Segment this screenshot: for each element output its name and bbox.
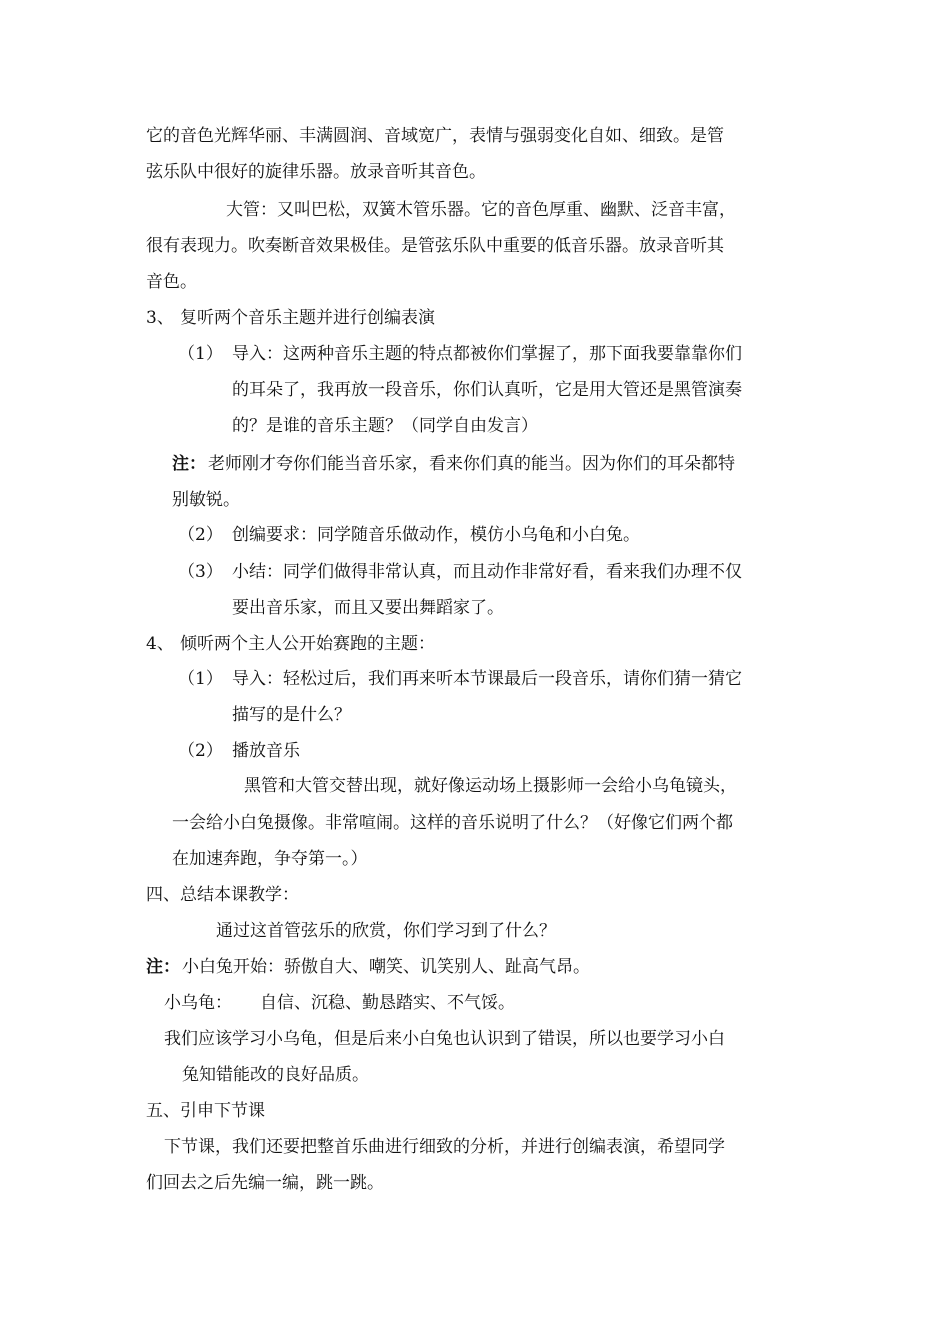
section4-para-line3: 在加速奔跑，争夺第一。）	[172, 849, 368, 869]
section3-number: 3、	[146, 308, 174, 328]
section4-item2-line1: 播放音乐	[232, 741, 300, 761]
para2-line3: 音色。	[146, 272, 197, 292]
summary-question: 通过这首管弦乐的欣赏，你们学习到了什么？	[216, 921, 556, 941]
section-next-title: 五、引申下节课	[146, 1101, 265, 1121]
section3-item3-line2: 要出音乐家，而且又要出舞蹈家了。	[232, 598, 504, 618]
summary-note-label: 注：	[146, 957, 180, 977]
section4-para-line1: 黑管和大管交替出现，就好像运动场上摄影师一会给小乌龟镜头，	[244, 776, 737, 796]
section3-note-line2: 别敏锐。	[172, 490, 240, 510]
section4-number: 4、	[146, 634, 174, 654]
section4-item2-marker: （2）	[178, 741, 223, 761]
next-line2: 们回去之后先编一编，跳一跳。	[146, 1173, 384, 1193]
section3-item1-line1: 导入：这两种音乐主题的特点都被你们掌握了，那下面我要靠靠你们	[232, 344, 742, 364]
section3-item3-line1: 小结：同学们做得非常认真，而且动作非常好看，看来我们办理不仅	[232, 562, 742, 582]
section3-note-label: 注：	[172, 454, 206, 474]
section3-item1-line2: 的耳朵了，我再放一段音乐，你们认真听，它是用大管还是黑管演奏	[232, 380, 742, 400]
para2-line1: 大管：又叫巴松，双簧木管乐器。它的音色厚重、幽默、泛音丰富，	[226, 200, 736, 220]
next-line1: 下节课，我们还要把整首乐曲进行细致的分析，并进行创编表演，希望同学	[164, 1137, 725, 1157]
lesson-line2: 兔知错能改的良好品质。	[182, 1065, 369, 1085]
section4-para-line2: 一会给小白兔摄像。非常喧闹。这样的音乐说明了什么？（好像它们两个都	[172, 813, 733, 833]
section3-item1-line3: 的？是谁的音乐主题？（同学自由发言）	[232, 416, 538, 436]
section4-item1-line2: 描写的是什么？	[232, 705, 351, 725]
section-summary-title: 四、总结本课教学：	[146, 885, 299, 905]
section3-item2-marker: （2）	[178, 525, 223, 545]
section3-item2-line1: 创编要求：同学随音乐做动作，模仿小乌龟和小白兔。	[232, 525, 640, 545]
para2-line2: 很有表现力。吹奏断音效果极佳。是管弦乐队中重要的低音乐器。放录音听其	[146, 236, 724, 256]
section3-item3-marker: （3）	[178, 562, 223, 582]
para1-line1: 它的音色光辉华丽、丰满圆润、音域宽广，表情与强弱变化自如、细致。是管	[146, 126, 724, 146]
summary-note-text: 小白兔开始：骄傲自大、嘲笑、讥笑别人、趾高气昂。	[182, 957, 590, 977]
section3-title: 复听两个音乐主题并进行创编表演	[180, 308, 435, 328]
para1-line2: 弦乐队中很好的旋律乐器。放录音听其音色。	[146, 162, 486, 182]
turtle-text: 自信、沉稳、勤恳踏实、不气馁。	[260, 993, 515, 1013]
lesson-line1: 我们应该学习小乌龟，但是后来小白兔也认识到了错误，所以也要学习小白	[164, 1029, 725, 1049]
turtle-label: 小乌龟：	[164, 993, 232, 1013]
section4-item1-marker: （1）	[178, 669, 223, 689]
section3-item1-marker: （1）	[178, 344, 223, 364]
section4-item1-line1: 导入：轻松过后，我们再来听本节课最后一段音乐，请你们猜一猜它	[232, 669, 742, 689]
section3-note-line1: 老师刚才夸你们能当音乐家，看来你们真的能当。因为你们的耳朵都特	[208, 454, 735, 474]
section4-title: 倾听两个主人公开始赛跑的主题：	[180, 634, 435, 654]
